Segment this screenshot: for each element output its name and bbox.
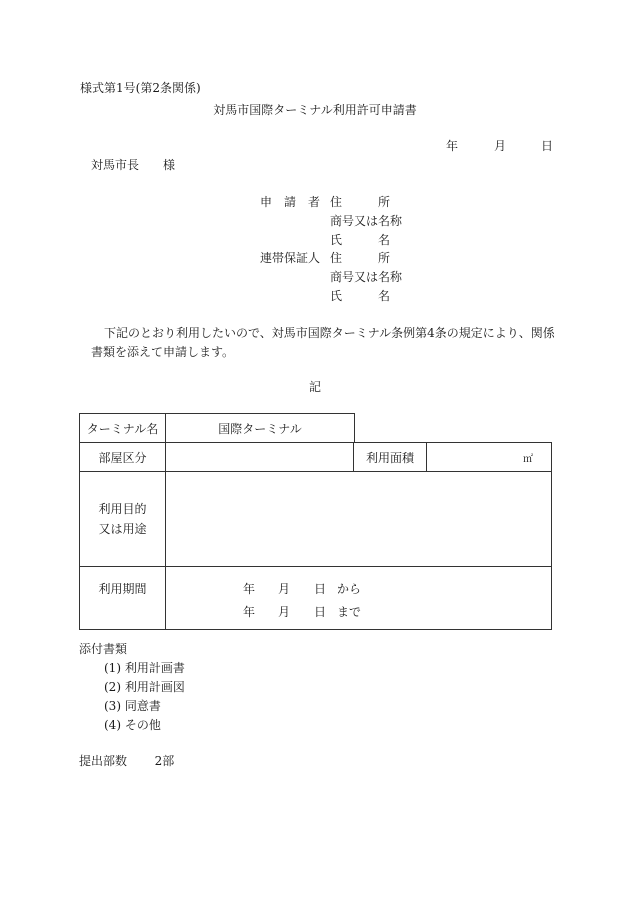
date-year: 年 bbox=[446, 139, 459, 153]
guarantor-address-label: 住 所 bbox=[330, 251, 391, 265]
submission-label: 提出部数 bbox=[79, 754, 128, 768]
submission-count bbox=[79, 752, 174, 769]
period-label: 利用期間 bbox=[98, 582, 147, 596]
ki-heading: 記 bbox=[308, 380, 321, 394]
applicant-company-label: 商号又は名称 bbox=[330, 214, 403, 228]
room-label: 部屋区分 bbox=[79, 442, 166, 472]
attachments-title: 添付書類 bbox=[79, 642, 128, 656]
purpose-label-line-2: 又は用途 bbox=[98, 522, 147, 536]
date-month: 月 bbox=[494, 139, 507, 153]
date-day: 日 bbox=[541, 139, 554, 153]
purpose-value[interactable] bbox=[165, 471, 552, 567]
period-to-month: 月 bbox=[278, 605, 291, 619]
area-unit: ㎡ bbox=[523, 454, 533, 465]
purpose-label-line-1: 利用目的 bbox=[98, 502, 147, 516]
guarantor-company-label: 商号又は名称 bbox=[330, 270, 403, 284]
applicant-label: 申 請 者 bbox=[260, 195, 321, 209]
guarantor-name-label: 氏 名 bbox=[330, 289, 391, 303]
period-from-month: 月 bbox=[278, 582, 291, 596]
addressee: 対馬市長 様 bbox=[91, 158, 176, 172]
period-to-day: 日 bbox=[314, 605, 327, 619]
room-value[interactable] bbox=[165, 442, 354, 472]
period-from-day: 日 bbox=[314, 582, 327, 596]
terminal-name-label: ターミナル名 bbox=[79, 413, 166, 443]
purpose-label bbox=[79, 471, 166, 567]
applicant-name-label: 氏 名 bbox=[330, 233, 391, 247]
body-line-2: 書類を添えて申請します。 bbox=[91, 345, 235, 359]
form-number: 様式第1号(第2条関係) bbox=[80, 81, 201, 95]
period-to-year: 年 bbox=[243, 605, 256, 619]
attachment-item: (3) 同意書 bbox=[104, 699, 161, 713]
period-value[interactable] bbox=[165, 566, 552, 630]
period-from-suffix: から bbox=[337, 582, 362, 596]
attachment-item: (4) その他 bbox=[104, 718, 161, 732]
attachment-item: (2) 利用計画図 bbox=[104, 680, 185, 694]
submission-value: 2部 bbox=[154, 754, 175, 768]
area-value[interactable] bbox=[426, 442, 552, 472]
body-line-1: 下記のとおり利用したいので、対馬市国際ターミナル条例第4条の規定により、関係 bbox=[104, 326, 555, 340]
terminal-name-value: 国際ターミナル bbox=[165, 413, 355, 443]
period-label-cell bbox=[79, 566, 166, 630]
guarantor-label: 連帯保証人 bbox=[260, 251, 321, 265]
document-title: 対馬市国際ターミナル利用許可申請書 bbox=[213, 103, 417, 117]
applicant-address-label: 住 所 bbox=[330, 195, 391, 209]
area-label: 利用面積 bbox=[353, 442, 427, 472]
period-from-year: 年 bbox=[243, 582, 256, 596]
period-to-suffix: まで bbox=[337, 605, 362, 619]
attachment-item: (1) 利用計画書 bbox=[104, 661, 185, 675]
